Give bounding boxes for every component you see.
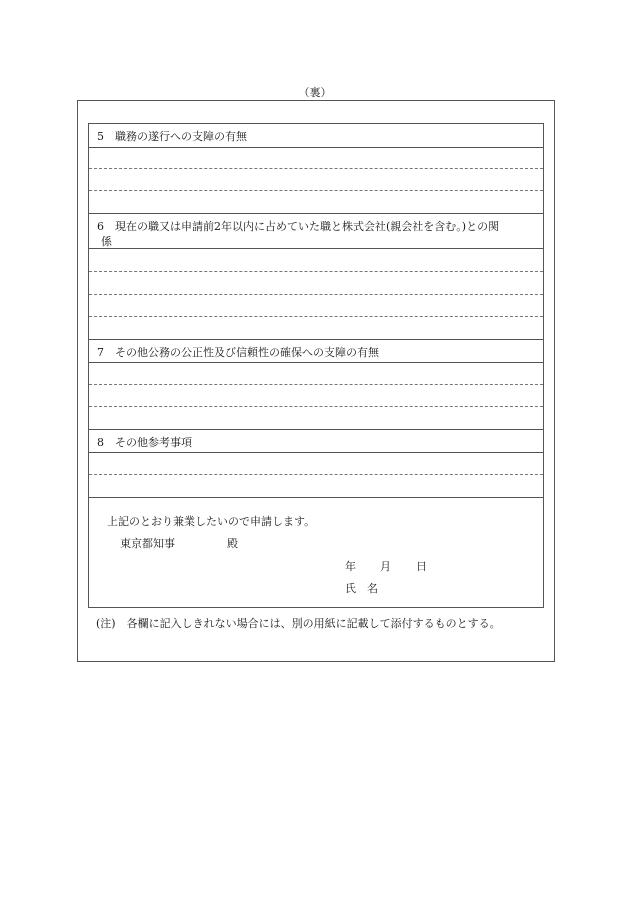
addressee-honorific: 殿 xyxy=(227,537,238,550)
section-5-heading xyxy=(88,123,544,147)
declaration-box xyxy=(88,497,544,608)
section-6-dotted-line xyxy=(89,294,543,295)
section-8-title: その他参考事項 xyxy=(115,436,192,449)
section-5-header-rule xyxy=(89,147,543,148)
section-8-answer-area[interactable] xyxy=(88,452,544,497)
section-6-title-continued: 係 xyxy=(101,235,112,248)
section-6-dotted-line xyxy=(89,271,543,272)
section-7-dotted-line xyxy=(89,406,543,407)
page-side-label: （裏） xyxy=(298,86,332,99)
section-7-answer-area[interactable] xyxy=(88,362,544,429)
date-day-label: 日 xyxy=(416,560,427,573)
footnote: (注) 各欄に記入しきれない場合には、別の用紙に記載して添付するものとする。 xyxy=(96,617,501,630)
section-5-number: 5 xyxy=(97,130,104,143)
section-6-header-rule xyxy=(89,248,543,249)
section-6-dotted-line xyxy=(89,316,543,317)
section-7-number: 7 xyxy=(97,346,104,359)
date-year-label: 年 xyxy=(345,560,356,573)
section-7-dotted-line xyxy=(89,384,543,385)
section-5-title: 職務の遂行への支障の有無 xyxy=(115,130,247,143)
section-5-answer-area[interactable] xyxy=(88,147,544,213)
section-8-heading xyxy=(88,429,544,452)
declaration-statement: 上記のとおり兼業したいので申請します。 xyxy=(107,515,316,528)
section-8-header-rule xyxy=(89,452,543,453)
section-8-number: 8 xyxy=(97,436,104,449)
section-6-title: 現在の職又は申請前2年以内に占めていた職と株式会社(親会社を含む。)との関 xyxy=(115,220,500,233)
section-6-heading xyxy=(88,213,544,248)
section-7-heading xyxy=(88,339,544,362)
addressee: 東京都知事 xyxy=(120,537,175,550)
section-7-title: その他公務の公正性及び信頼性の確保への支障の有無 xyxy=(115,346,379,359)
section-7-header-rule xyxy=(89,362,543,363)
section-6-answer-area[interactable] xyxy=(88,248,544,339)
section-8-dotted-line xyxy=(89,474,543,475)
date-month-label: 月 xyxy=(380,560,391,573)
section-6-number: 6 xyxy=(97,220,104,233)
section-5-dotted-line xyxy=(89,168,543,169)
section-5-dotted-line xyxy=(89,190,543,191)
applicant-name-label: 氏 名 xyxy=(345,582,378,595)
